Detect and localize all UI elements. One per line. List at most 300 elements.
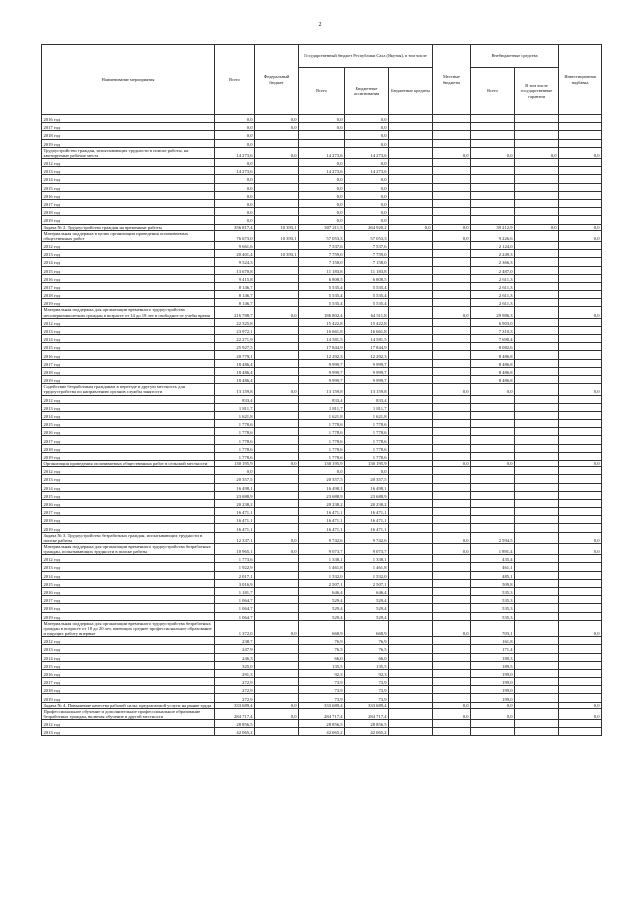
cell-state-guarantee [515,326,559,334]
cell-budget-allocations: 1 778,6 [345,444,389,452]
year-row [42,131,602,139]
cell-extra-total [471,199,515,207]
year-label: 2016 год [42,274,215,282]
cell-extra-total [471,159,515,167]
cell-budget-allocations: 1 811,7 [345,403,389,411]
cell-investment [559,326,602,334]
cell-extra-total: 199,0 [471,694,515,702]
cell-budget-allocations: 9 742,6 [345,532,389,543]
cell-local: 0,0 [433,384,471,395]
cell-budget-allocations: 66,0 [345,653,389,661]
cell-state-total: 0,0 [299,199,345,207]
cell-federal [255,563,299,571]
cell-investment [559,376,602,384]
year-label: 2016 год [42,428,215,436]
cell-budget-allocations: 7 537,6 [345,241,389,249]
cell-local [433,282,471,290]
cell-investment [559,491,602,499]
cell-budget-allocations: 73,9 [345,686,389,694]
cell-budget-credits [389,579,433,587]
cell-total: 272,9 [215,678,255,686]
cell-state-guarantee [515,291,559,299]
cell-local [433,483,471,491]
cell-local [433,241,471,249]
cell-investment [559,258,602,266]
cell-total: 2 017,1 [215,571,255,579]
cell-local [433,411,471,419]
cell-budget-allocations: 5 535,4 [345,299,389,307]
table-body [42,115,602,736]
cell-state-guarantee [515,508,559,516]
year-label: 2017 год [42,436,215,444]
cell-federal [255,596,299,604]
cell-budget-credits [389,384,433,395]
cell-budget-allocations: 529,4 [345,604,389,612]
cell-total: 9 415,8 [215,274,255,282]
cell-state-total [299,139,345,147]
cell-federal [255,291,299,299]
cell-state-guarantee [515,343,559,351]
cell-budget-allocations: 0,0 [345,199,389,207]
cell-state-guarantee [515,475,559,483]
cell-budget-credits [389,436,433,444]
cell-federal [255,420,299,428]
cell-state-total: 7 759,0 [299,250,345,258]
cell-extra-total: 2 366,3 [471,258,515,266]
cell-federal [255,516,299,524]
header-investment: Инвестиционная надбавка [559,45,602,115]
cell-budget-credits [389,678,433,686]
cell-budget-credits [389,175,433,183]
cell-budget-credits [389,563,433,571]
cell-budget-credits [389,299,433,307]
cell-federal [255,258,299,266]
cell-state-total: 1 778,6 [299,452,345,460]
cell-state-total: 307 211,5 [299,224,345,230]
year-label: 2013 год [42,250,215,258]
cell-budget-allocations: 0,0 [345,139,389,147]
cell-state-total: 529,4 [299,596,345,604]
cell-total: 14 273,6 [215,167,255,175]
year-row [42,720,602,728]
cell-state-guarantee [515,661,559,669]
cell-local [433,645,471,653]
year-row [42,436,602,444]
cell-state-guarantee [515,524,559,532]
cell-total: 16 471,1 [215,524,255,532]
cell-extra-total [471,420,515,428]
cell-state-guarantee [515,199,559,207]
measure-name: Организация проведения оплачиваемых общественных работ в сельской местности [42,461,215,467]
cell-budget-allocations: 20 357,5 [345,475,389,483]
cell-investment [559,420,602,428]
cell-investment: 0,0 [559,532,602,543]
cell-state-guarantee [515,708,559,719]
cell-budget-allocations: 9 999,7 [345,367,389,375]
year-label: 2012 год [42,159,215,167]
cell-investment [559,282,602,290]
cell-state-guarantee [515,452,559,460]
cell-budget-credits [389,139,433,147]
cell-local [433,637,471,645]
year-row [42,199,602,207]
cell-budget-allocations: 15 422,8 [345,318,389,326]
cell-investment [559,291,602,299]
cell-state-guarantee [515,318,559,326]
cell-total: 1 621,8 [215,411,255,419]
year-label: 2014 год [42,483,215,491]
cell-federal [255,571,299,579]
cell-budget-allocations: 12 292,3 [345,351,389,359]
cell-budget-allocations: 0,0 [345,115,389,123]
cell-local: 0,0 [433,230,471,241]
cell-state-total: 15 422,8 [299,318,345,326]
cell-federal [255,444,299,452]
cell-budget-allocations: 5 535,4 [345,282,389,290]
cell-budget-credits [389,343,433,351]
cell-state-total: 14 273,6 [299,147,345,158]
cell-budget-credits [389,661,433,669]
cell-investment [559,720,602,728]
year-label: 2012 год [42,555,215,563]
cell-federal [255,282,299,290]
cell-local [433,555,471,563]
measure-name: Задача № 3. Трудоустройство безработных граждан, испытывающих трудности в поиске работы [42,532,215,543]
cell-federal [255,326,299,334]
cell-budget-allocations: 92,3 [345,669,389,677]
year-row [42,563,602,571]
cell-state-guarantee [515,491,559,499]
cell-total: 20 238,2 [215,499,255,507]
year-label: 2013 год [42,475,215,483]
year-row [42,335,602,343]
year-label: 2012 год [42,241,215,249]
cell-investment [559,452,602,460]
cell-extra-total: 161,8 [471,637,515,645]
year-label: 2016 год [42,115,215,123]
cell-budget-allocations: 16 471,1 [345,516,389,524]
year-label: 2015 год [42,491,215,499]
cell-total: 246,3 [215,653,255,661]
cell-federal: 0,0 [255,123,299,131]
cell-investment [559,475,602,483]
cell-budget-credits [389,637,433,645]
year-label: 2018 год [42,291,215,299]
cell-total: 216 788,7 [215,307,255,318]
cell-state-total: 57 053,3 [299,230,345,241]
cell-budget-allocations: 0,0 [345,159,389,167]
year-label: 2019 год [42,216,215,224]
cell-extra-total: 2 611,3 [471,274,515,282]
cell-budget-credits [389,612,433,620]
year-label: 2013 год [42,728,215,736]
cell-local [433,183,471,191]
cell-local [433,274,471,282]
cell-state-total: 186 802,4 [299,307,345,318]
cell-extra-total: 8 486,8 [471,359,515,367]
cell-budget-credits [389,123,433,131]
year-label: 2019 год [42,139,215,147]
year-label: 2013 год [42,167,215,175]
measure-row [42,307,602,318]
cell-investment [559,216,602,224]
cell-investment [559,499,602,507]
cell-investment [559,299,602,307]
cell-investment [559,395,602,403]
cell-state-guarantee [515,563,559,571]
cell-budget-allocations: 11 183,8 [345,266,389,274]
year-row [42,508,602,516]
cell-state-total: 16 661,8 [299,326,345,334]
header-state-total: Всего [299,68,345,115]
cell-total: 325,0 [215,661,255,669]
cell-extra-total [471,175,515,183]
cell-federal: 10 393,1 [255,230,299,241]
year-label: 2017 год [42,199,215,207]
cell-budget-credits [389,199,433,207]
cell-local [433,191,471,199]
cell-total: 333 689,4 [215,702,255,708]
cell-investment [559,428,602,436]
cell-local [433,653,471,661]
cell-budget-credits [389,335,433,343]
cell-state-guarantee: 0,0 [515,224,559,230]
cell-budget-allocations: 0,0 [345,191,389,199]
cell-extra-total: 0,0 [471,147,515,158]
cell-local [433,216,471,224]
cell-total: 0,0 [215,183,255,191]
cell-extra-total: 2 124,0 [471,241,515,249]
cell-investment: 0,0 [559,620,602,636]
cell-state-total: 135,5 [299,661,345,669]
cell-local [433,452,471,460]
cell-state-total: 0,0 [299,208,345,216]
year-row [42,728,602,736]
cell-extra-total: 535,3 [471,596,515,604]
cell-state-total: 9 742,6 [299,532,345,543]
cell-budget-credits [389,444,433,452]
year-label: 2016 год [42,587,215,595]
cell-federal: 0,0 [255,115,299,123]
year-label: 2017 год [42,282,215,290]
year-label: 2017 год [42,596,215,604]
cell-federal [255,216,299,224]
measure-row [42,543,602,554]
cell-local [433,694,471,702]
year-label: 2019 год [42,299,215,307]
cell-total: 14 273,6 [215,147,255,158]
cell-budget-credits [389,428,433,436]
cell-federal [255,612,299,620]
cell-state-total: 28 856,5 [299,720,345,728]
cell-local [433,131,471,139]
cell-local: 0,0 [433,620,471,636]
cell-federal [255,199,299,207]
cell-state-guarantee [515,720,559,728]
cell-state-total: 1 461,8 [299,563,345,571]
cell-state-total: 73,9 [299,694,345,702]
year-row [42,661,602,669]
cell-local [433,115,471,123]
cell-total: 0,0 [215,139,255,147]
cell-local [433,299,471,307]
cell-local [433,199,471,207]
cell-local [433,395,471,403]
header-budget-allocations: Бюджетные ассигнования [345,68,389,115]
cell-investment: 0,0 [559,384,602,395]
cell-local [433,499,471,507]
cell-state-total: 130 195,9 [299,461,345,467]
header-state-guarantee: В том числе государственные гарантии [515,68,559,115]
cell-state-guarantee [515,543,559,554]
header-extra-budget: Внебюджетные средства [471,45,559,68]
measure-row [42,532,602,543]
measure-row [42,620,602,636]
cell-budget-credits [389,475,433,483]
cell-state-total: 2 507,1 [299,579,345,587]
cell-budget-allocations: 17 844,9 [345,343,389,351]
cell-budget-credits [389,241,433,249]
cell-investment: 0,0 [559,147,602,158]
year-row [42,467,602,475]
cell-local [433,123,471,131]
cell-total: 20 779,1 [215,351,255,359]
cell-extra-total [471,428,515,436]
year-row [42,604,602,612]
cell-budget-credits [389,467,433,475]
cell-investment [559,508,602,516]
cell-state-total: 14 273,6 [299,167,345,175]
cell-state-total: 333 689,4 [299,702,345,708]
cell-investment [559,403,602,411]
cell-budget-allocations: 28 856,5 [345,720,389,728]
cell-state-total: 6 808,5 [299,274,345,282]
cell-federal [255,167,299,175]
year-row [42,376,602,384]
cell-federal [255,318,299,326]
cell-investment [559,367,602,375]
measure-name: Материальная поддержка для организации временного трудоустройства несовершеннолетних граждан в возрасте от 14 до 18 лет в свободное от учебы время [42,307,215,318]
year-row [42,612,602,620]
cell-budget-allocations: 16 498,1 [345,483,389,491]
cell-total: 0,0 [215,467,255,475]
year-label: 2014 год [42,571,215,579]
cell-federal [255,428,299,436]
cell-budget-allocations: 264 920,2 [345,224,389,230]
cell-extra-total: 535,3 [471,604,515,612]
cell-extra-total [471,183,515,191]
cell-budget-credits [389,543,433,554]
measure-name: Задача № 2. Трудоустройство граждан на временные работы [42,224,215,230]
cell-federal [255,678,299,686]
cell-investment [559,678,602,686]
cell-total: 0,0 [215,191,255,199]
cell-local: 0,0 [433,307,471,318]
cell-state-guarantee [515,694,559,702]
cell-investment [559,335,602,343]
cell-budget-allocations: 130 195,9 [345,461,389,467]
cell-state-guarantee [515,299,559,307]
year-row [42,428,602,436]
cell-extra-total [471,395,515,403]
cell-local [433,444,471,452]
cell-state-guarantee [515,367,559,375]
year-label: 2017 год [42,508,215,516]
cell-extra-total [471,483,515,491]
year-label: 2013 год [42,563,215,571]
cell-total: 25 927,5 [215,343,255,351]
cell-federal [255,694,299,702]
cell-state-total: 668,9 [299,620,345,636]
cell-extra-total: 1 891,4 [471,543,515,554]
cell-extra-total [471,411,515,419]
cell-extra-total: 0,0 [471,461,515,467]
cell-budget-credits [389,669,433,677]
cell-federal [255,645,299,653]
cell-federal [255,241,299,249]
cell-local [433,604,471,612]
cell-investment: 0,0 [559,230,602,241]
cell-budget-allocations: 14 273,6 [345,147,389,158]
year-row [42,491,602,499]
measure-name: Профессиональное обучение и дополнительное профессиональное образование безработных граждан, включая обучение в другой местности [42,708,215,719]
cell-federal [255,403,299,411]
cell-state-guarantee [515,596,559,604]
year-row [42,326,602,334]
year-row [42,359,602,367]
cell-investment [559,612,602,620]
cell-total: 247,9 [215,645,255,653]
cell-state-total: 73,9 [299,686,345,694]
cell-state-total: 529,4 [299,604,345,612]
year-label: 2015 год [42,579,215,587]
cell-federal: 0,0 [255,384,299,395]
cell-budget-allocations: 333 689,4 [345,702,389,708]
cell-local [433,686,471,694]
cell-extra-total [471,139,515,147]
year-row [42,274,602,282]
cell-federal [255,376,299,384]
cell-total: 1 811,7 [215,403,255,411]
cell-budget-allocations: 833,4 [345,395,389,403]
cell-state-total: 20 238,2 [299,499,345,507]
cell-investment [559,653,602,661]
cell-state-total: 1 338,1 [299,555,345,563]
cell-state-total: 13 159,8 [299,384,345,395]
cell-extra-total [471,475,515,483]
cell-local [433,351,471,359]
cell-state-guarantee [515,728,559,736]
cell-federal [255,508,299,516]
year-row [42,183,602,191]
cell-state-guarantee [515,307,559,318]
year-row [42,411,602,419]
cell-budget-allocations: 0,0 [345,123,389,131]
cell-budget-credits [389,183,433,191]
cell-budget-credits [389,645,433,653]
year-label: 2017 год [42,123,215,131]
cell-federal [255,579,299,587]
cell-total: 23 688,9 [215,491,255,499]
cell-investment [559,686,602,694]
cell-federal [255,191,299,199]
measure-name: Содействие безработным гражданам в переезде в другую местность для трудоустройства по направлению органов службы занятости [42,384,215,395]
cell-local: 0,0 [433,224,471,230]
cell-investment [559,351,602,359]
cell-investment [559,444,602,452]
cell-state-guarantee [515,604,559,612]
cell-total: 284 717,4 [215,708,255,719]
